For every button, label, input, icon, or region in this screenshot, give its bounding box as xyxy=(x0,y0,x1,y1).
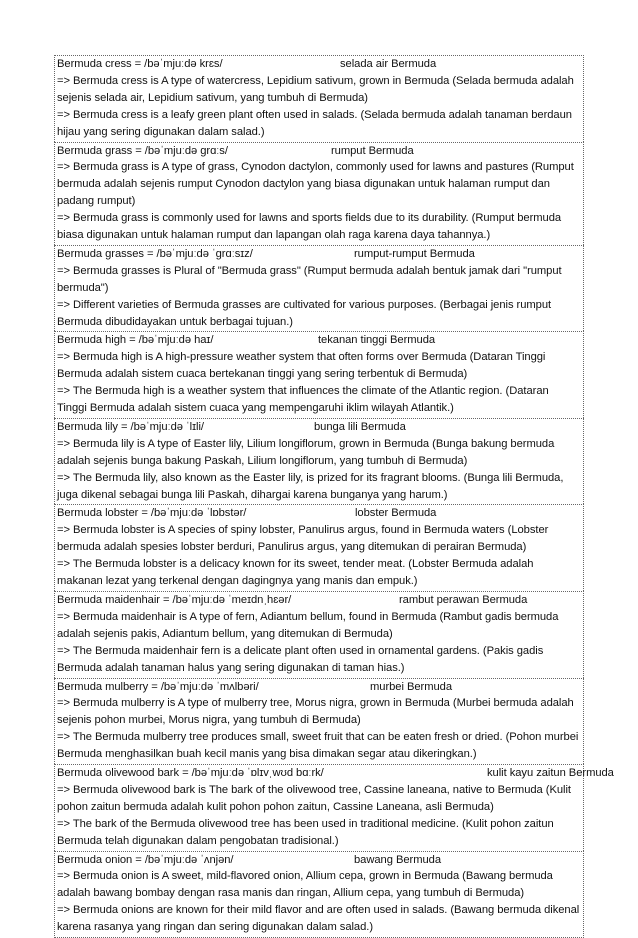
entry-head xyxy=(57,332,581,349)
entry-example: => Bermuda onions are known for their mild flavor and are often used in salads. (Bawang bermuda dikenal karena rasanya yang ringan dan sering digunakan dalam salad.) xyxy=(57,904,580,934)
dictionary-entry xyxy=(54,142,584,245)
entry-example: => Bermuda grass is commonly used for lawns and sports fields due to its durability. (Rumput bermuda biasa digunakan untuk halaman rumput dan lapangan olah raga karena daya tahannya.) xyxy=(57,212,562,242)
entry-translation: bawang Bermuda xyxy=(354,853,441,866)
dictionary-entry xyxy=(54,504,584,591)
entry-definition: => Bermuda high is A high-pressure weather system that often forms over Bermuda (Dataran Tinggi Bermuda adalah sistem cuaca bertekanan tinggi yang sering terbentuk di Bermuda) xyxy=(57,351,546,381)
entry-translation: rambut perawan Bermuda xyxy=(399,594,528,606)
entry-example: => The Bermuda high is a weather system that influences the climate of the Atlantic region. (Dataran Tinggi Bermuda adalah sistem cuaca yang mempengaruhi iklim wilayah Atlantik.) xyxy=(57,385,549,415)
entry-example: => The Bermuda maidenhair fern is a delicate plant often used in ornamental gardens. (Pakis gadis Bermuda adalah tanaman halus yang sering digunakan di taman hias.) xyxy=(57,644,544,674)
entry-definition: => Bermuda grasses is Plural of "Bermuda grass" (Rumput bermuda adalah bentuk jamak dari "rumput bermuda") xyxy=(57,264,562,294)
entry-translation: murbei Bermuda xyxy=(370,680,452,693)
entry-translation: rumput Bermuda xyxy=(331,144,414,157)
dictionary-entry xyxy=(54,331,584,418)
entry-definition: => Bermuda lily is A type of Easter lily, Lilium longiflorum, grown in Bermuda (Bunga bakung bermuda adalah sejenis bunga bakung Paskah, Lilium longiflorum, yang tumbuh di Bermuda) xyxy=(57,437,555,467)
entry-head xyxy=(57,852,581,869)
entry-example: => Different varieties of Bermuda grasses are cultivated for various purposes. (Berbagai jenis rumput Bermuda dibudidayakan untuk berbagai tujuan.) xyxy=(57,298,552,328)
entry-example: => The Bermuda lily, also known as the Easter lily, is prized for its fragrant blooms. (Bunga lili Bermuda, juga dikenal sebagai bunga lili Paskah, dihargai karena bunganya yang harum.) xyxy=(57,471,564,501)
entry-translation: selada air Bermuda xyxy=(340,58,437,70)
entry-headword: Bermuda cress = /bəˈmjuːdə krɛs/ xyxy=(57,58,223,70)
entry-translation: bunga lili Bermuda xyxy=(314,420,406,433)
entry-translation: kulit kayu zaitun Bermuda xyxy=(487,767,614,780)
entry-headword: Bermuda onion = /bəˈmjuːdə ˈʌnjən/ xyxy=(57,853,234,866)
entry-head xyxy=(57,246,581,263)
dictionary-entry xyxy=(54,245,584,332)
entry-headword: Bermuda lobster = /bəˈmjuːdə ˈlɒbstər/ xyxy=(57,507,247,520)
entry-head xyxy=(57,419,581,436)
entry-headword: Bermuda mulberry = /bəˈmjuːdə ˈmʌlbəri/ xyxy=(57,680,259,693)
dictionary-entry xyxy=(54,764,614,851)
entry-translation: lobster Bermuda xyxy=(355,507,437,520)
dictionary-entry xyxy=(54,678,584,765)
entry-head xyxy=(57,679,581,696)
entry-definition: => Bermuda lobster is A species of spiny lobster, Panulirus argus, found in Bermuda waters (Lobster bermuda adalah spesies lobster berduri, Panulirus argus, yang ditemukan di perairan Bermuda) xyxy=(57,524,549,554)
entry-headword: Bermuda maidenhair = /bəˈmjuːdə ˈmeɪdnˌhɛər/ xyxy=(57,594,292,606)
entry-head xyxy=(57,56,581,73)
dictionary-entry xyxy=(54,591,584,678)
entry-definition: => Bermuda olivewood bark is The bark of the olivewood tree, Cassine laneana, native to Bermuda (Kulit pohon zaitun bermuda adalah kulit pohon pohon zaitun, Cassine Laneana, asli Bermuda) xyxy=(57,783,571,813)
dictionary-page xyxy=(54,55,614,938)
entry-example: => Bermuda cress is a leafy green plant often used in salads. (Selada bermuda adalah tanaman berdaun hijau yang sering digunakan dalam salad.) xyxy=(57,108,572,138)
entry-headword: Bermuda olivewood bark = /bəˈmjuːdə ˈɒlɪvˌwʊd bɑːrk/ xyxy=(57,767,324,780)
entry-head xyxy=(57,765,614,782)
entry-translation: rumput-rumput Bermuda xyxy=(354,247,475,260)
entry-example: => The Bermuda mulberry tree produces small, sweet fruit that can be eaten fresh or dried. (Pohon murbei Bermuda menghasilkan buah kecil manis yang bisa dimakan segar atau dikeringkan.) xyxy=(57,731,579,761)
entry-head xyxy=(57,143,581,160)
entry-translation: tekanan tinggi Bermuda xyxy=(318,334,436,347)
entry-definition: => Bermuda grass is A type of grass, Cynodon dactylon, commonly used for lawns and pastures (Rumput bermuda adalah sejenis rumput Cynodon dactylon yang biasa digunakan untuk halaman rumput dan padang rumput) xyxy=(57,161,574,208)
entry-example: => The bark of the Bermuda olivewood tree has been used in traditional medicine. (Kulit pohon zaitun Bermuda telah digunakan dalam pengobatan tradisional.) xyxy=(57,817,554,847)
entry-definition: => Bermuda maidenhair is A type of fern, Adiantum bellum, found in Bermuda (Rambut gadis bermuda adalah sejenis pakis, Adiantum bellum, yang ditemukan di Bermuda) xyxy=(57,610,559,640)
entry-example: => The Bermuda lobster is a delicacy known for its sweet, tender meat. (Lobster Bermuda adalah makanan lezat yang terkenal dengan dagingnya yang manis dan empuk.) xyxy=(57,558,534,588)
entry-head xyxy=(57,505,581,522)
entry-definition: => Bermuda cress is A type of watercress, Lepidium sativum, grown in Bermuda (Selada bermuda adalah sejenis selada air, Lepidium sativum, yang tumbuh di Bermuda) xyxy=(57,74,574,104)
entry-definition: => Bermuda onion is A sweet, mild-flavored onion, Allium cepa, grown in Bermuda (Bawang bermuda adalah bawang bombay dengan rasa manis dan ringan, Allium cepa, yang tumbuh di Bermuda) xyxy=(57,870,553,900)
entry-headword: Bermuda lily = /bəˈmjuːdə ˈlɪli/ xyxy=(57,420,204,433)
entry-headword: Bermuda high = /bəˈmjuːdə haɪ/ xyxy=(57,334,214,347)
dictionary-entry xyxy=(54,55,584,142)
entry-headword: Bermuda grasses = /bəˈmjuːdə ˈɡrɑːsɪz/ xyxy=(57,247,253,260)
dictionary-entry xyxy=(54,418,584,505)
entry-head xyxy=(57,592,581,609)
entry-headword: Bermuda grass = /bəˈmjuːdə ɡrɑːs/ xyxy=(57,144,228,157)
dictionary-entry xyxy=(54,851,584,938)
entry-definition: => Bermuda mulberry is A type of mulberry tree, Morus nigra, grown in Bermuda (Murbei bermuda adalah sejenis pohon murbei, Morus nigra, yang tumbuh di Bermuda) xyxy=(57,697,574,727)
